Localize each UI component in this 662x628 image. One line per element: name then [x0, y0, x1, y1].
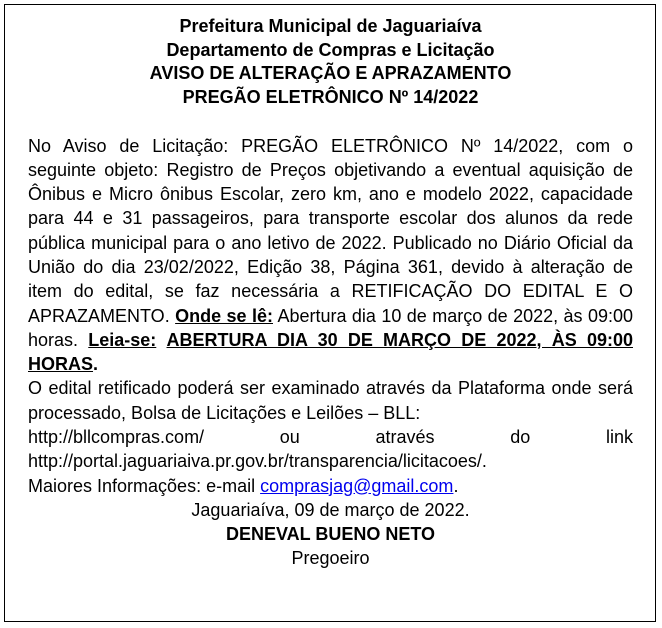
notice-title: AVISO DE ALTERAÇÃO E APRAZAMENTO — [149, 63, 512, 83]
municipality-title: Prefeitura Municipal de Jaguariaíva — [179, 16, 482, 36]
notice-box — [4, 4, 656, 622]
contact-end: . — [453, 475, 459, 496]
onde-se-le-label: Onde se lê: — [175, 305, 273, 326]
department-title: Departamento de Compras e Licitação — [166, 39, 495, 60]
bll-link-line: http://bllcompras.com/ ou através do link — [28, 427, 633, 448]
notice-paragraph-edital — [28, 376, 633, 425]
signature-block — [28, 498, 633, 570]
onde-se-le-text: Abertura dia 10 de março de 2022, às 09:00 horas. — [28, 305, 633, 350]
place-date: Jaguariaíva, 09 de março de 2022. — [191, 499, 470, 520]
leia-se-label: Leia-se: — [88, 329, 157, 350]
email-link[interactable]: comprasjag@gmail.com — [260, 475, 454, 496]
edital-text: O edital retificado poderá ser examinado através da Plataforma onde será processado, Bolsa de Licitações e Leilões – BLL: — [28, 378, 633, 423]
notice-header — [28, 15, 633, 109]
auction-title: PREGÃO ELETRÔNICO Nº 14/2022 — [182, 86, 479, 107]
signer-role: Pregoeiro — [291, 547, 370, 568]
notice-body — [28, 134, 633, 498]
contact-line — [28, 474, 633, 498]
intro-text: No Aviso de Licitação: PREGÃO ELETRÔNICO Nº 14/2022, com o seguinte objeto: Registro de Preços objetivando a eventual aquisição de Ônibus e Micro ônibus Escolar, zero km, ano e modelo 2022, capacidade para 44 e 31 passageiros, para transporte escolar dos alunos da rede pública municipal para o ano letivo de 2022. Publicado no Diário Oficial da União do dia 23/02/2022, Edição 38, Página 361, devido à alteração de item do edital, se faz necessária a RETIFICAÇÃO DO EDITAL E O APRAZAMENTO. — [28, 135, 633, 326]
signer-name: DENEVAL BUENO NETO — [225, 523, 436, 544]
leia-se-text: ABERTURA DIA 30 DE MARÇO DE 2022, ÀS 09:00 HORAS — [28, 329, 633, 375]
portal-url: http://portal.jaguariaiva.pr.gov.br/transparencia/licitacoes/. — [28, 451, 487, 472]
contact-label: Maiores Informações: e-mail — [28, 475, 256, 496]
notice-paragraph-main: No Aviso de Licitação: PREGÃO ELETRÔNICO Nº 14/2022, com o seguinte objeto: Registro de Preços objetivando a eventual aquisição de Ônibus e Micro ônibus Escolar, zero km, ano e modelo 2022, capacidade para 44 e 31 passageiros, para transporte escolar dos alunos da rede pública municipal para o ano letivo de 2022. Publicado no Diário Oficial da União do dia 23/02/2022, Edição 38, Página 361, devido à alteração de item do edital, se faz necessária a RETIFICAÇÃO DO EDITAL E O APRAZAMENTO. Onde se lê: Abertura dia 10 de março de 2022, às 09:00 horas. Leia-se: ABERTURA DIA 30 DE MARÇO DE 2022, ÀS 09:00 HORAS. — [28, 135, 633, 375]
